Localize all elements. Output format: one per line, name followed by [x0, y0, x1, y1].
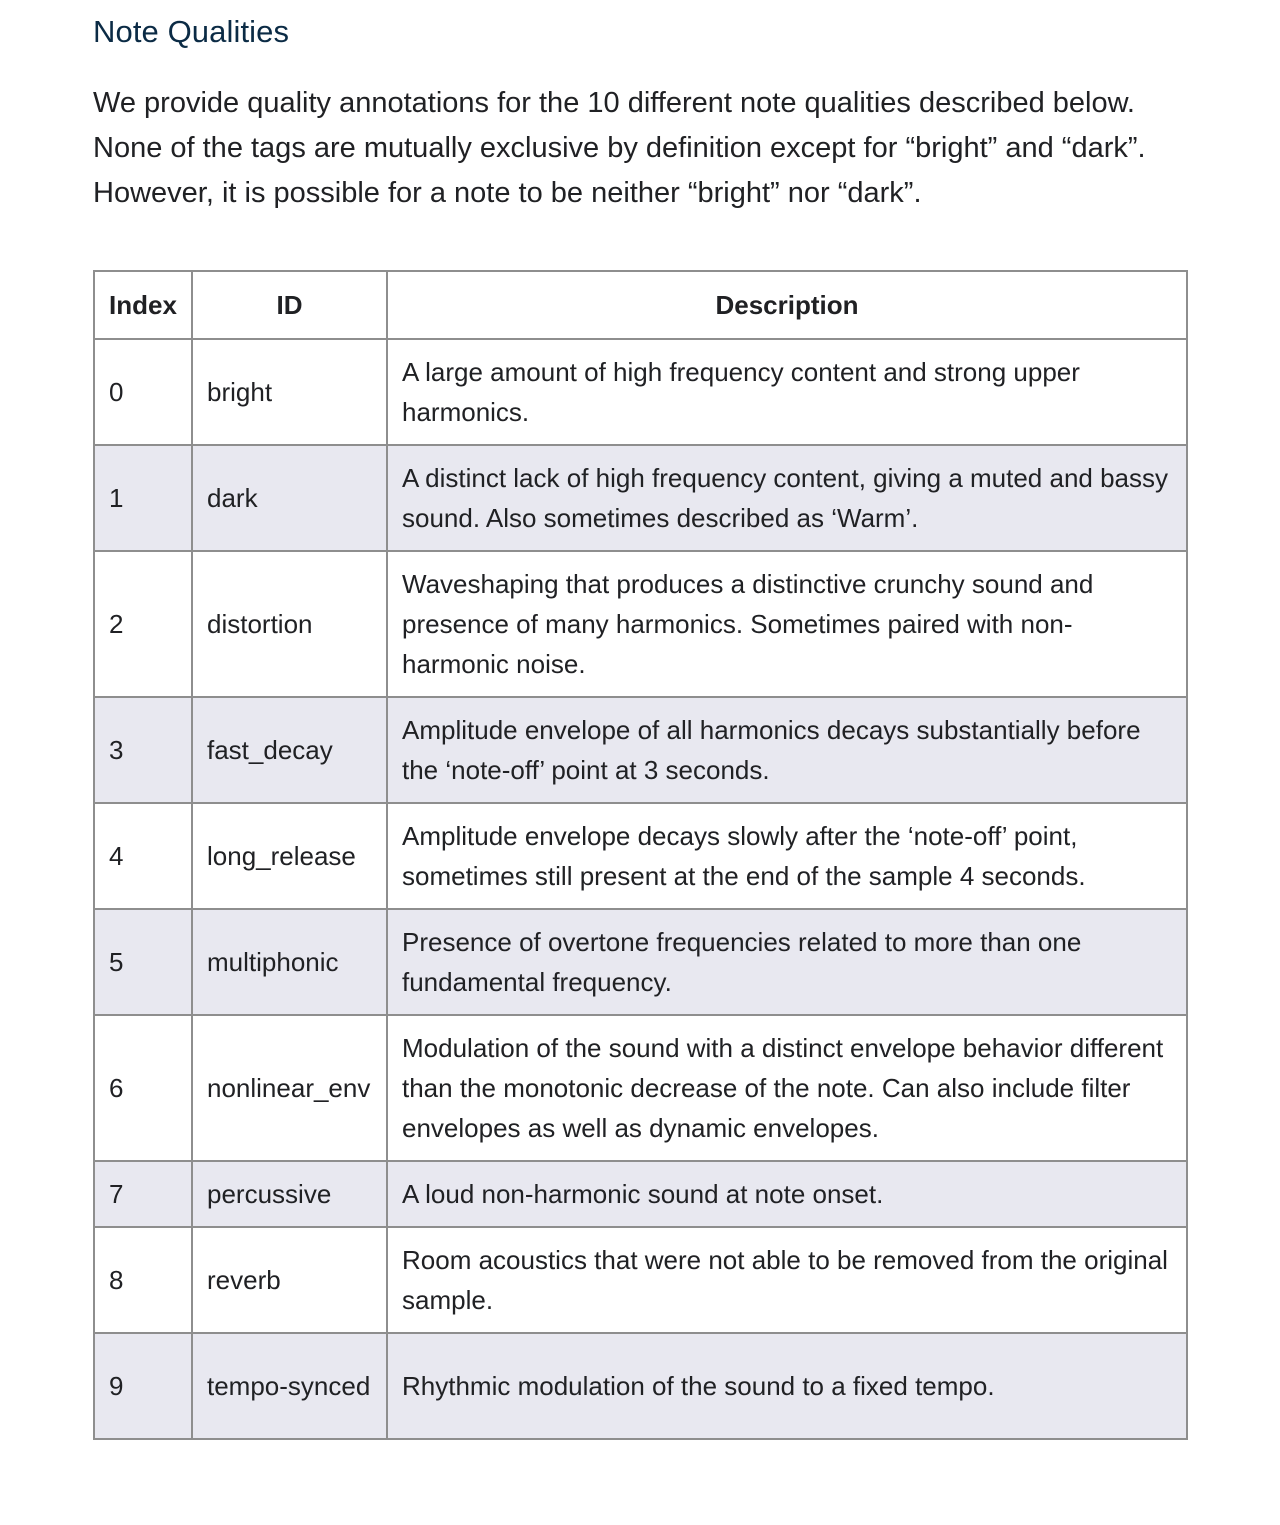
cell-description: Modulation of the sound with a distinct envelope behavior different than the monotonic decrease of the note. Can also include filter envelopes as well as dynamic envelopes.	[387, 1015, 1187, 1161]
cell-index: 4	[94, 803, 192, 909]
table-row	[94, 909, 1187, 1015]
page-title: Note Qualities	[93, 14, 290, 49]
table-row	[94, 339, 1187, 445]
cell-id: bright	[192, 339, 387, 445]
cell-description: Amplitude envelope of all harmonics decays substantially before the ‘note-off’ point at 3 seconds.	[387, 697, 1187, 803]
cell-description: A distinct lack of high frequency content, giving a muted and bassy sound. Also sometimes described as ‘Warm’.	[387, 445, 1187, 551]
cell-id: reverb	[192, 1227, 387, 1333]
table-row	[94, 551, 1187, 697]
cell-description: Presence of overtone frequencies related to more than one fundamental frequency.	[387, 909, 1187, 1015]
cell-index: 8	[94, 1227, 192, 1333]
cell-id: fast_decay	[192, 697, 387, 803]
table-header-row	[94, 271, 1187, 339]
cell-id: nonlinear_env	[192, 1015, 387, 1161]
cell-index: 6	[94, 1015, 192, 1161]
cell-description: A loud non-harmonic sound at note onset.	[387, 1161, 1187, 1227]
cell-id: multiphonic	[192, 909, 387, 1015]
note-qualities-table	[93, 270, 1188, 1440]
cell-index: 7	[94, 1161, 192, 1227]
cell-index: 3	[94, 697, 192, 803]
table-row	[94, 1161, 1187, 1227]
cell-index: 2	[94, 551, 192, 697]
header-index: Index	[94, 271, 192, 339]
cell-index: 5	[94, 909, 192, 1015]
cell-description: A large amount of high frequency content and strong upper harmonics.	[387, 339, 1187, 445]
table-row	[94, 1227, 1187, 1333]
cell-id: dark	[192, 445, 387, 551]
cell-description: Rhythmic modulation of the sound to a fixed tempo.	[387, 1333, 1187, 1439]
cell-description: Waveshaping that produces a distinctive crunchy sound and presence of many harmonics. Sometimes paired with non-harmonic noise.	[387, 551, 1187, 697]
table-row	[94, 697, 1187, 803]
table-row	[94, 445, 1187, 551]
cell-id: distortion	[192, 551, 387, 697]
table-row	[94, 1015, 1187, 1161]
cell-index: 1	[94, 445, 192, 551]
cell-description: Amplitude envelope decays slowly after the ‘note-off’ point, sometimes still present at the end of the sample 4 seconds.	[387, 803, 1187, 909]
header-id: ID	[192, 271, 387, 339]
cell-id: percussive	[192, 1161, 387, 1227]
cell-id: long_release	[192, 803, 387, 909]
cell-index: 9	[94, 1333, 192, 1439]
intro-paragraph: We provide quality annotations for the 10 different note qualities described below. None of the tags are mutually exclusive by definition except for “bright” and “dark”. However, it is possible for a note to be neither “bright” nor “dark”.	[93, 87, 1146, 209]
cell-index: 0	[94, 339, 192, 445]
table-row	[94, 803, 1187, 909]
cell-description: Room acoustics that were not able to be removed from the original sample.	[387, 1227, 1187, 1333]
header-description: Description	[387, 271, 1187, 339]
table-row	[94, 1333, 1187, 1439]
cell-id: tempo-synced	[192, 1333, 387, 1439]
